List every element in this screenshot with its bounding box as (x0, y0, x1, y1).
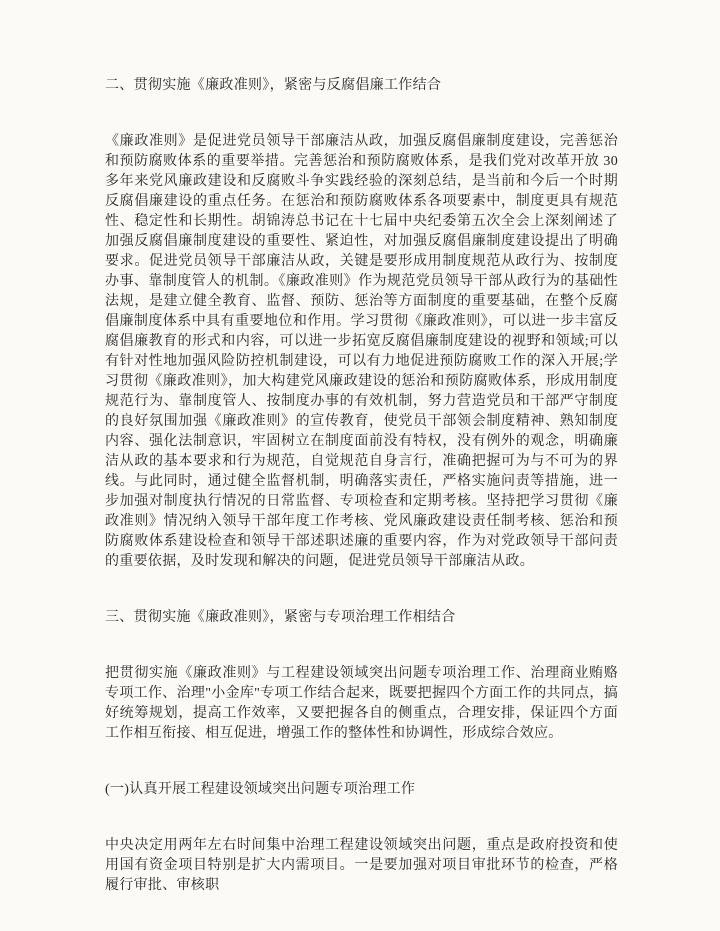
paragraph-section-3: 把贯彻实施《廉政准则》与工程建设领域突出问题专项治理工作、治理商业贿赂专项工作、治理"小金库"专项工作结合起来，既要把握四个方面工作的共同点，搞好统筹规划，提高工作效率，又要把握各自的侧重点，合理安排，保证四个方面工作相互衔接、相互促进，增强工作的整体性和协调性，形成综合效应。 (105, 666, 618, 741)
section-heading-3: 三、贯彻实施《廉政准则》，紧密与专项治理工作相结合 (105, 610, 456, 625)
paragraph-subsection-1: 中央决定用两年左右时间集中治理工程建设领域突出问题，重点是政府投资和使用国有资金项目特别是扩大内需项目。一是要加强对项目审批环节的检查，严格履行审批、审核职 (105, 838, 618, 893)
section-heading-2: 二、贯彻实施《廉政准则》，紧密与反腐倡廉工作结合 (105, 78, 442, 93)
subsection-heading-1: (一)认真开展工程建设领域突出问题专项治理工作 (105, 782, 416, 797)
paragraph-section-2: 《廉政准则》是促进党员领导干部廉洁从政，加强反腐倡廉制度建设，完善惩治和预防腐败体系的重要举措。完善惩治和预防腐败体系，是我们党对改革开放 30 多年来党风廉政建设和反腐败斗争实践经验的深刻总结，是当前和今后一个时期反腐倡廉建设的重点任务。在惩治和预防腐败体系各项要素中，制度更具有规范性、稳定性和长期性。胡锦涛总书记在十七届中央纪委第五次全会上深刻阐述了加强反腐倡廉制度建设的重要性、紧迫性，对加强反腐倡廉制度建设提出了明确要求。促进党员领导干部廉洁从政，关键是要形成用制度规范从政行为、按制度办事、靠制度管人的机制。《廉政准则》作为规范党员领导干部从政行为的基础性法规，是建立健全教育、监督、预防、惩治等方面制度的重要基础，在整个反腐倡廉制度体系中具有重要地位和作用。学习贯彻《廉政准则》，可以进一步丰富反腐倡廉教育的形式和内容，可以进一步拓宽反腐倡廉制度建设的视野和领域;可以有针对性地加强风险防控机制建设，可以有力地促进预防腐败工作的深入开展;学习贯彻《廉政准则》，加大构建党风廉政建设的惩治和预防腐败体系，形成用制度规范行为、靠制度管人、按制度办事的有效机制，努力营造党员和干部严守制度的良好氛围加强《廉政准则》的宣传教育，使党员干部领会制度精神、熟知制度内容、强化法制意识，牢固树立在制度面前没有特权，没有例外的观念，明确廉洁从政的基本要求和行为规范，自觉规范自身言行，准确把握可为与不可为的界线。与此同时，通过健全监督机制，明确落实责任，严格实施问责等措施，进一步加强对制度执行情况的日常监督、专项检查和定期考核。坚持把学习贯彻《廉政准则》情况纳入领导干部年度工作考核、党风廉政建设责任制考核、惩治和预防腐败体系建设检查和领导干部述职述廉的重要内容，作为对党政领导干部问责的重要依据，及时发现和解决的问题，促进党员领导干部廉洁从政。 (105, 134, 618, 569)
